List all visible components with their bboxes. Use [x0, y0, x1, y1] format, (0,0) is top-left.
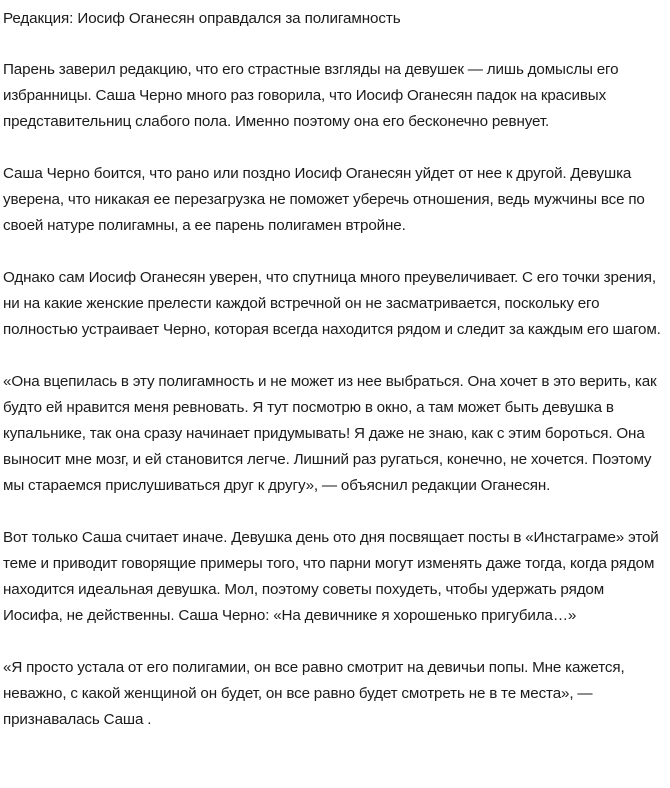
- article-paragraph: Однако сам Иосиф Оганесян уверен, что спутница много преувеличивает. С его точки зрения, ни на какие женские прелести каждой встречной он не засматривается, поскольку его полностью устраивает Черно, которая всегда находится рядом и следит за каждым его шагом.: [3, 269, 661, 338]
- article-body: [3, 57, 666, 733]
- article-paragraph: Саша Черно боится, что рано или поздно Иосиф Оганесян уйдет от нее к другой. Девушка уверена, что никакая ее перезагрузка не поможет уберечь отношения, ведь мужчины все по своей натуре полигамны, а ее парень полигамен втройне.: [3, 165, 645, 234]
- article-paragraph: Парень заверил редакцию, что его страстные взгляды на девушек — лишь домыслы его избранницы. Саша Черно много раз говорила, что Иосиф Оганесян падок на красивых представительниц слабого пола. Именно поэтому она его бесконечно ревнует.: [3, 61, 619, 130]
- article-paragraph-quote: «Я просто устала от его полигамии, он все равно смотрит на девичьи попы. Мне кажется, неважно, с какой женщиной он будет, он все равно будет смотреть не в те места», — признавалась Саша .: [3, 659, 625, 728]
- article-paragraph-quote: «Она вцепилась в эту полигамность и не может из нее выбраться. Она хочет в это верить, как будто ей нравится меня ревновать. Я тут посмотрю в окно, а там может быть девушка в купальнике, так она сразу начинает придумывать! Я даже не знаю, как с этим бороться. Она выносит мне мозг, и ей становится легче. Лишний раз ругаться, конечно, не хочется. Поэтому мы стараемся прислушиваться друг к другу», — объяснил редакции Оганесян.: [3, 373, 657, 494]
- article-paragraph: Вот только Саша считает иначе. Девушка день ото дня посвящает посты в «Инстаграме» этой теме и приводит говорящие примеры того, что парни могут изменять даже тогда, когда рядом находится идеальная девушка. Мол, поэтому советы похудеть, чтобы удержать рядом Иосифа, не действенны. Саша Черно: «На девичнике я хорошенько пригубила…»: [3, 529, 659, 624]
- article-title: Редакция: Иосиф Оганесян оправдался за полигамность: [3, 10, 401, 27]
